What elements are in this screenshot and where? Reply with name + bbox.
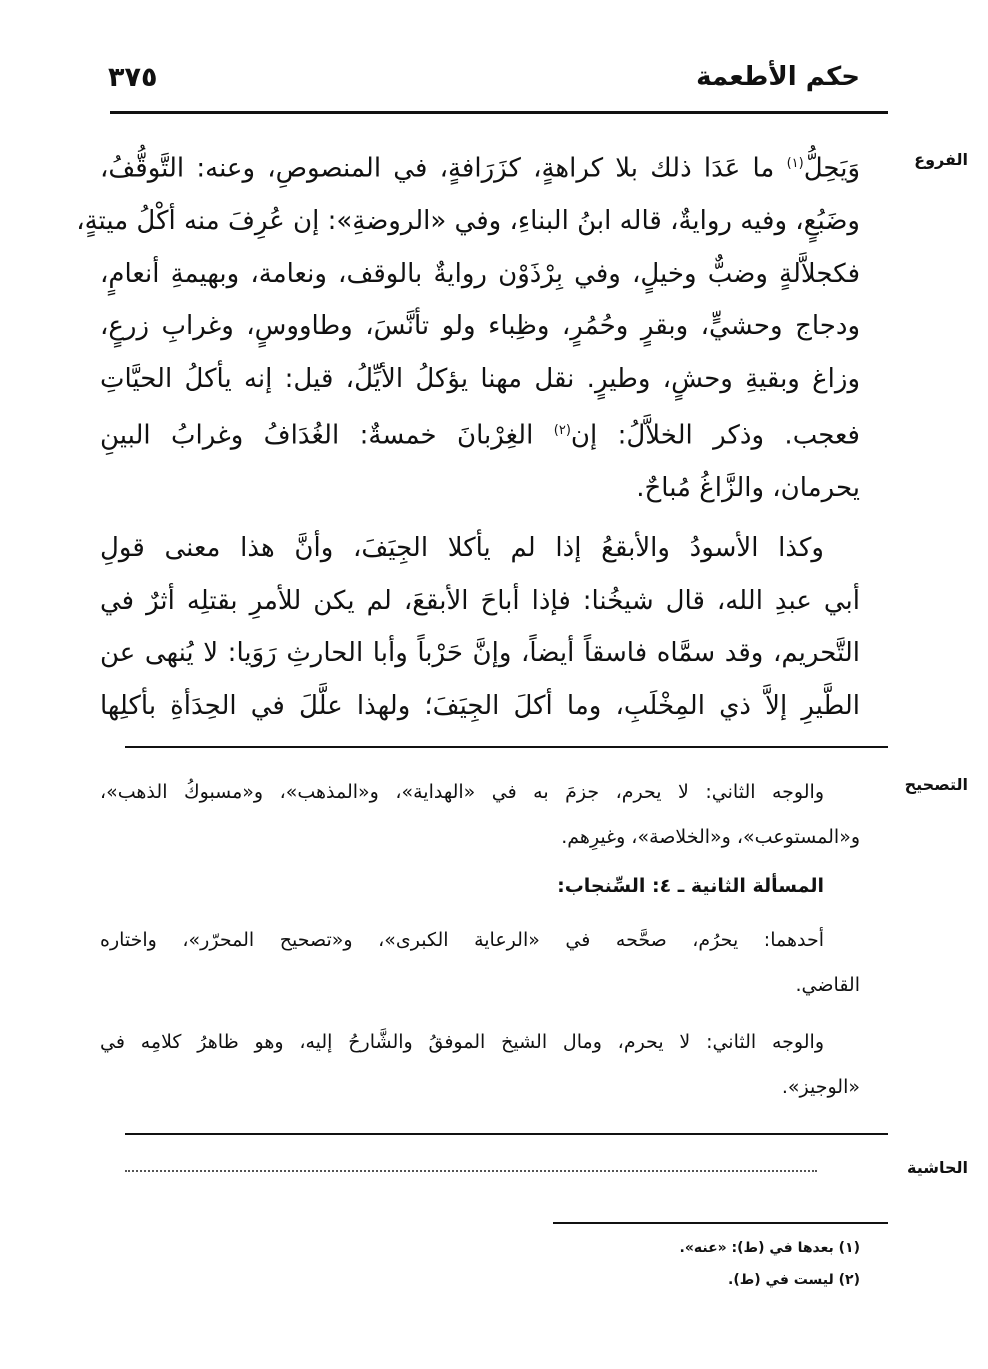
text-line: يحرمان، والزَّاغُ مُباحٌ.	[636, 473, 860, 504]
hashiya-dotted-line	[125, 1170, 817, 1172]
section-label-furu: الفروع	[914, 150, 968, 169]
page-title: حكم الأطعمة	[696, 62, 860, 92]
main-text-paragraph-1	[76, 138, 860, 515]
text-line: «الوجيز».	[781, 1076, 860, 1098]
tashih-text	[100, 770, 860, 1110]
section-label-tashih: التصحيح	[904, 775, 968, 794]
section-label-hashiya: الحاشية	[907, 1158, 968, 1177]
footnote-marker-2: (٢)	[553, 423, 571, 439]
header-divider	[110, 111, 888, 114]
text-line: وَيَحِلُّ$^{(١)}$ ما عَدَا ذلك بلا كراهةٍ، كزَرَافةٍ، في المنصوصِ، وعنه: التَّوقُّفُ،	[100, 153, 860, 184]
text-line: التَّحريم، وقد سمَّاه فاسقاً أيضاً، وإنَّ حَرْباً وأبا الحارثِ رَوَيا: لا يُنهى عن	[100, 638, 860, 668]
footnote-marker-1: (١)	[786, 156, 804, 171]
text-line: أبي عبدِ الله، قال شيخُنا: فإذا أباحَ الأبقعَ، لم يكن للأمرِ بقتلِه أثرٌ في	[100, 585, 860, 616]
text-line: وكذا الأسودُ والأبقعُ إذا لم يأكلا الجِيَفَ، وأنَّ هذا معنى قولِ	[100, 533, 824, 563]
text-line: وزاغ وبقيةِ وحشٍ، وطيرٍ. نقل مهنا يؤكلُ الأيِّلُ، قيل: إنه يأكلُ الحيَّاتِ	[100, 363, 860, 394]
footnote-divider	[553, 1222, 888, 1224]
issue-heading: المسألة الثانية ـ ٤: السِّنجاب:	[557, 875, 824, 897]
text-line: والوجه الثاني: لا يحرم، جزمَ به في «الهداية»، و«المذهب»، و«مسبوكُ الذهب»،	[100, 781, 824, 803]
section-divider	[125, 1133, 888, 1135]
section-divider	[125, 746, 888, 748]
text-line: أحدهما: يحرُم، صحَّحه في «الرعاية الكبرى»، و«تصحيح المحرّر»، واختاره	[100, 929, 824, 951]
text-line: ودجاج وحشيٍّ، وبقرٍ وحُمُرٍ، وظِباء ولو تأنَّسَ، وطاووسٍ، وغرابِ زرعٍ،	[100, 311, 860, 342]
footnote-2: (٢) ليست في (ط).	[728, 1272, 860, 1288]
text-line: الطَّيرِ إلاَّ ذي المِخْلَبِ، وما أكلَ الجِيَفَ؛ ولهذا علَّلَ في الحِدَأةِ بأكلِها	[100, 690, 860, 721]
text-line: فعجب. وذكر الخلاَّلُ: إن$^{(٢)}$ الغِرْبانَ خمسةٌ: الغُدَافُ وغرابُ البينِ	[100, 420, 860, 451]
footnote-1: (١) بعدها في (ط): «عنه».	[679, 1240, 860, 1256]
text-line: والوجه الثاني: لا يحرم، ومال الشيخ الموفقُ والشَّارحُ إليه، وهو ظاهرُ كلامِه في	[100, 1031, 824, 1053]
text-line: فكجلاَّلةٍ وضبٌّ وخيلٍ، وفي بِرْذَوْن روايةٌ بالوقف، ونعامة، وبهيمةِ أنعامٍ،	[100, 258, 860, 289]
text-line: القاضي.	[795, 974, 860, 996]
text-line: و«المستوعب»، و«الخلاصة»، وغيرِهم.	[561, 826, 860, 848]
text-line: وضَبُعٍ، وفيه روايةٌ، قاله ابنُ البناءِ، وفي «الروضةِ»: إن عُرِفَ منه أكْلُ ميتةٍ،	[76, 206, 860, 237]
main-text-paragraph-2	[100, 522, 860, 732]
page-number: ٣٧٥	[108, 62, 158, 93]
footnotes	[680, 1232, 861, 1296]
